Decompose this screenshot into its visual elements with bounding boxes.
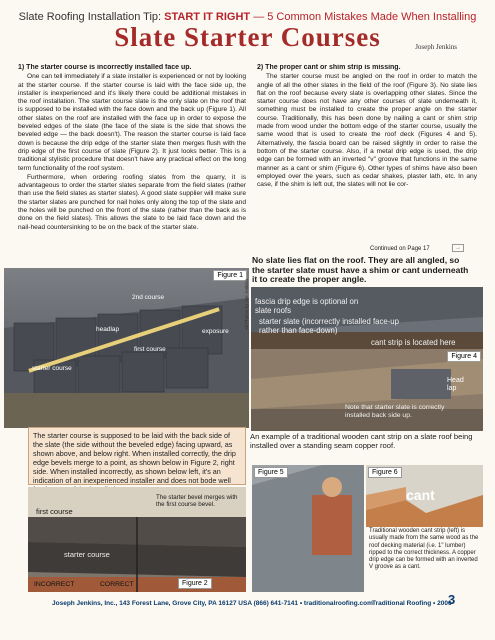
label-cant: cant (406, 487, 435, 503)
page-title: Slate Starter Courses (114, 22, 381, 52)
section-1-paragraph: One can tell immediately if a slate installer is experienced or not by looking at the starter course. If the starter course is laid with the face side up, the installer is inexperienced and it's likely there could be additional mistakes in the roof installation. The starter course slate is the only slate on the roof that is supposed to be installed with the face down and the back up (Figure 1). All other slates on the roof are installed with the face up in order to expose the beveled edges of the slate (the face of the slate is the side that shows the beveled edge — the back doesn't). The reason the starter course is laid face down is because the drip edge of the starter slate then merges flush with the drip edge of the first course of slate (Figure 2). It just looks better. This is a traditional stylistic procedure that doesn't have any practical effect on the long term functionality of the roof system. (18, 73, 246, 172)
label-first-course: first course (134, 346, 166, 353)
figure-5-photo (252, 465, 364, 592)
label-bevel-merges: The starter bevel merges with the first course bevel. (156, 494, 238, 508)
label-correct: CORRECT (100, 581, 134, 588)
byline: Joseph Jenkins (415, 43, 457, 51)
figure-6-photo (366, 465, 483, 527)
label-exposure: exposure (202, 328, 229, 335)
label-cant-strip: cant strip is located here (371, 338, 456, 347)
figure-1-label: Figure 1 (213, 270, 247, 281)
label-2nd-course: 2nd course (132, 294, 165, 301)
left-column (18, 64, 246, 264)
info-box: The starter course is supposed to be laid with the back side of the slate (the side without the beveled edge) facing upward, as shown above, and below right. When installed correctly, the drip edge bevels merge to a point, as shown below in Figure 2, right side. When installed incorrectly, as shown below left, it's an indication of an inexperienced installer and does not bode well (28, 427, 246, 485)
slate-roof-illustration (4, 268, 249, 428)
figure-1-photo (4, 268, 249, 428)
section-2-heading: 2) The proper cant or shim strip is missing. (257, 64, 401, 71)
figure-4-caption: An example of a traditional wooden cant strip on a slate roof being installed over a standing seam copper roof. (250, 432, 473, 450)
figure-6-caption: Traditional wooden cant strip (left) is usually made from the same wood as the roof decking material (i.e. 1" lumber) ripped to the correct thickness. A copper drip edge can be formed with an inverted V groove as a cant. (369, 528, 479, 571)
figure-2-photo (28, 487, 246, 592)
installer-illustration (252, 465, 364, 592)
figure-3-photo (251, 287, 483, 349)
label-starter-course: starter course (32, 365, 72, 372)
footer-address: Joseph Jenkins, Inc., 143 Forest Lane, Grove City, PA 16127 USA (866) 641-7141 • traditionalroofing.com (52, 600, 373, 607)
figure-4-photo (251, 349, 483, 431)
label-fascia: fascia drip edge is optional on slate roofs (255, 297, 359, 315)
continued-note: Continued on Page 17 (370, 246, 430, 252)
figure-6-label: Figure 6 (368, 467, 402, 478)
tip-highlight: START IT RIGHT (164, 11, 251, 23)
section-1-heading: 1) The starter course is incorrectly installed face up. (18, 64, 192, 71)
page-number: 3 (448, 592, 456, 607)
label-incorrect: INCORRECT (34, 581, 75, 588)
label-starter-slate: starter slate (incorrectly installed face-up rather than face-down) (259, 317, 399, 335)
right-column (257, 64, 477, 254)
arrow-icon: → (452, 244, 464, 252)
label-note: Note that starter slate is correctly installed back side up. (345, 404, 445, 419)
section-1-paragraph: Furthermore, when ordering roofing slates from the quarry, it is advantageous to order the starter slates separate from the field slates (rather than use the field slates as starter slates). A good slate supplier will make sure the starter slates are punched for nail holes only along the top of the slate and the holes will be punched on the front of the slate (rather than the back as is done on the field slates). This allows the slate to be laid face down and the nail-head countersinking to be on the back of the starter slate. (18, 173, 246, 231)
label-head-lap: Head lap (447, 377, 464, 392)
tip-suffix: — 5 Common Mistakes Made When Installing (253, 11, 477, 23)
section-2-paragraph: The starter course must be angled on the roof in order to match the angle of all the other slates in the field of the roof (Figure 3). No slate lies flat on the roof because every slate is overlapping other slates. Since the starter course does not have any other courses of slate underneath it, something must be installed to create the proper angle on the starter course. Traditionally, this has been done by nailing a cant or shim strip made from wood under the bottom edge of the starter course, usually the same wood that is used to create the roof deck (Figures 4 and 5). Alternatively, the fascia board can be raised slightly in order to raise the bottom of the starter course. Also, if a metal drip edge is used, the drip edge can be formed with an inverted "v" groove that functions in the same manner as a cant or shim (Figure 6). Other types of shims have also been employed over the years, such as cedar shakes, plaster lath, etc. In any case, if the shim is left out, the slates will not lie cor- (257, 73, 477, 189)
figure-4-label: Figure 4 (447, 351, 481, 362)
photo-credit: All Photos by Joe Jenkins (244, 278, 249, 330)
label-headlap: headlap (96, 326, 120, 333)
label-starter-course-2: starter course (64, 550, 110, 559)
label-first-course-2: first course (36, 507, 73, 516)
tip-prefix: Slate Roofing Installation Tip: (18, 11, 162, 23)
figure-3-callout: No slate lies flat on the roof. They are all angled, so the starter slate must have a shim or cant underneath it to create the proper angle. (252, 255, 469, 284)
footer-publication: Traditional Roofing • 2006 (372, 600, 452, 607)
figure-5-label: Figure 5 (254, 467, 288, 478)
figure-2-label: Figure 2 (178, 578, 212, 589)
